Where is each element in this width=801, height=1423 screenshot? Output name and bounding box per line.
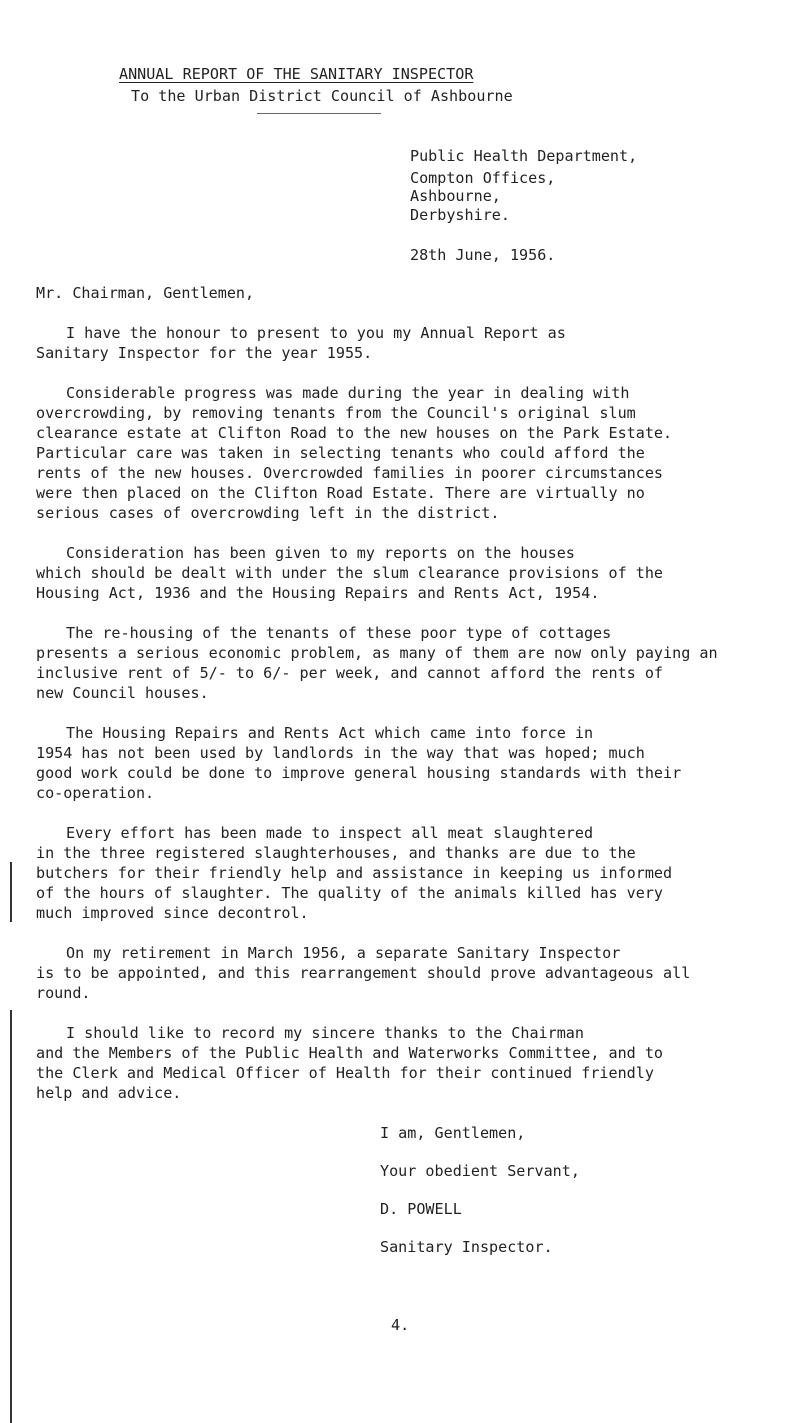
paragraph-line: The re-housing of the tenants of these poor type of cottages (66, 624, 612, 642)
paragraph-line: I have the honour to present to you my Annual Report as (66, 324, 566, 342)
paragraph-line: butchers for their friendly help and assistance in keeping us informed (36, 864, 673, 882)
paragraph-line: Housing Act, 1936 and the Housing Repairs and Rents Act, 1954. (36, 584, 600, 602)
paragraph-line: clearance estate at Clifton Road to the new houses on the Park Estate. (36, 424, 673, 442)
paragraph-line: good work could be done to improve general housing standards with their (36, 764, 682, 782)
paragraph-line: of the hours of slaughter. The quality of the animals killed has very (36, 884, 664, 902)
paragraph-line: serious cases of overcrowding left in the district. (36, 504, 500, 522)
address-line: Compton Offices, (410, 169, 556, 187)
paragraph-line: The Housing Repairs and Rents Act which came into force in (66, 724, 594, 742)
divider-rule (257, 113, 381, 114)
salutation: Mr. Chairman, Gentlemen, (36, 284, 255, 302)
paragraph-line: much improved since decontrol. (36, 904, 309, 922)
page-number: 4. (391, 1316, 410, 1334)
paragraph-line: Consideration has been given to my reports on the houses (66, 544, 575, 562)
closing-line: Your obedient Servant, (380, 1162, 580, 1180)
paragraph-line: which should be dealt with under the slum clearance provisions of the (36, 564, 664, 582)
paragraph-line: Considerable progress was made during the year in dealing with (66, 384, 630, 402)
paragraph-line: Sanitary Inspector for the year 1955. (36, 344, 373, 362)
closing-line: I am, Gentlemen, (380, 1124, 526, 1142)
paragraph-line: overcrowding, by removing tenants from the Council's original slum (36, 404, 636, 422)
signatory-title: Sanitary Inspector. (380, 1238, 553, 1256)
paragraph-line: I should like to record my sincere thanks to the Chairman (66, 1024, 584, 1042)
paragraph-line: help and advice. (36, 1084, 182, 1102)
paragraph-line: were then placed on the Clifton Road Estate. There are virtually no (36, 484, 645, 502)
address-line: Ashbourne, (410, 187, 501, 205)
paragraph-line: presents a serious economic problem, as many of them are now only paying an (36, 644, 718, 662)
paragraph-line: On my retirement in March 1956, a separate Sanitary Inspector (66, 944, 621, 962)
addressee-line: To the Urban District Council of Ashbourne (131, 87, 513, 105)
report-title: ANNUAL REPORT OF THE SANITARY INSPECTOR (119, 65, 474, 83)
paragraph-line: the Clerk and Medical Officer of Health for their continued friendly (36, 1064, 654, 1082)
paragraph-line: rents of the new houses. Overcrowded families in poorer circumstances (36, 464, 664, 482)
address-line: Derbyshire. (410, 206, 510, 224)
paragraph-line: in the three registered slaughterhouses, and thanks are due to the (36, 844, 636, 862)
paragraph-line: round. (36, 984, 91, 1002)
paragraph-line: new Council houses. (36, 684, 209, 702)
paragraph-line: is to be appointed, and this rearrangement should prove advantageous all (36, 964, 691, 982)
paragraph-line: 1954 has not been used by landlords in the way that was hoped; much (36, 744, 645, 762)
paragraph-line: inclusive rent of 5/- to 6/- per week, and cannot afford the rents of (36, 664, 664, 682)
paragraph-line: and the Members of the Public Health and Waterworks Committee, and to (36, 1044, 664, 1062)
margin-mark (10, 1010, 12, 1423)
paragraph-line: Every effort has been made to inspect all meat slaughtered (66, 824, 594, 842)
paragraph-line: co-operation. (36, 784, 155, 802)
paragraph-line: Particular care was taken in selecting tenants who could afford the (36, 444, 645, 462)
letter-date: 28th June, 1956. (410, 246, 556, 264)
signatory-name: D. POWELL (380, 1200, 462, 1218)
address-line: Public Health Department, (410, 147, 638, 165)
margin-mark (10, 862, 12, 922)
